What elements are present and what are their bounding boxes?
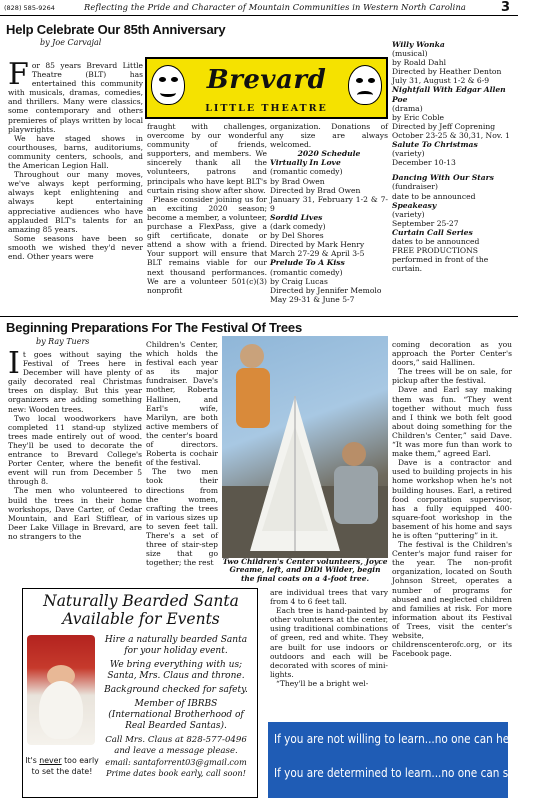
schedule-list-b [392,40,512,273]
show-title: Speakeasy [392,200,437,210]
show-detail: Directed by Brad Owen [270,185,361,195]
logo-subtitle: LITTLE THEATRE [205,103,328,114]
quote-line-2: If you are determined to learn...no one can stop you! [274,766,552,780]
show-detail: Directed by Jennifer Memolo [270,285,382,295]
show-detail: October 23-25 & 30,31, Nov. 1 [392,130,510,140]
santa-ad-line-1: Hire a naturally bearded Santa [104,635,248,645]
article1-column-3: organization. Donations of any size are always welcomed. 2020 Schedule Virtually In Love (romantic comedy) by Brad Owen Directed by Brad Owen January 31, February 1-2 & 7-9 Sordid Lives (dark comedy) by Del Shores Directed by Mark Henry March 27-29 & April 3-5 Prelude To A Kiss (romantic comedy) by Craig Lucas Directed by Jennifer Memolo May 29-31 & June 5-7 [270,122,388,304]
santa-ad-title-1: Naturally Bearded Santa [43,592,239,610]
santa-ad-line-5: Background checked for safety. [104,685,248,695]
show-detail: (variety) [392,209,425,219]
show-detail: (dark comedy) [270,222,326,232]
santa-ad [22,588,258,798]
show-detail: December 10-13 [392,158,456,168]
tree-painting-photo [222,336,388,558]
article1-title: Help Celebrate Our 85th Anniversary [6,22,226,37]
header-tagline: Reflecting the Pride and Character of Mountain Communities in Western North Carolina [84,2,466,12]
santa-photo [27,635,95,745]
santa-ad-phone: Call Mrs. Claus at 828-577-0496 [105,735,247,745]
santa-ad-email: email: santaforrent03@gmail.com [105,757,247,767]
tragedy-mask-icon [348,65,382,105]
article2-column-2: Children's Center, which holds the festival each year as its major fundraiser. Dave's mother, Roberta Hallinen, and Earl's wife, Marilyn, are both active members of the center's board of directors. Roberta is cochair of the festival. The two men took their directions from the women, crafting the trees in various sizes up to seven feet tall. There's a set of three of stair-step size that go together; the rest [146,340,218,568]
article1-column-2: fraught with challenges, overcome by our wonderful community of friends, supporters, and members. We sincerely thank all the volunteers, patrons and principals who have kept BLT's curtain rising show after show. Please consider joining us for an exciting 2020 season; become a member, a volunteer, purchase a FlexPass, give a gift certificate, donate or attend a show with a friend. Your support will ensure that BLT remains viable for our next thousand performances. We are a volunteer 501(c)(3) nonprofit [147,122,267,295]
header-phone: (828) 585-9264 [4,4,55,12]
show-detail: date to be announced [392,191,476,201]
quote-line-1: If you are not willing to learn...no one can help you. [274,732,545,746]
show-title: Nightfall With Edgar Allen Poe [392,85,506,104]
section-divider [0,316,518,317]
show-detail: Directed by Heather Denton [392,67,502,77]
article2-byline: by Ray Tuers [36,337,90,346]
page-header [0,0,518,16]
schedule-list-a [270,158,388,304]
santa-ad-note: It's never too early to set the date! [25,756,99,776]
show-detail: dates to be announced [392,236,480,246]
santa-ad-line-6: Member of IBRBS [134,699,218,709]
show-detail: FREE PRODUCTIONS [392,246,478,256]
santa-ad-line-10: and leave a message please. [114,746,238,756]
santa-ad-line-7: (International Brotherhood of [108,710,244,720]
show-detail: Directed by Mark Henry [270,240,365,250]
show-title: Virtually In Love [270,158,341,168]
article1-byline: by Joe Carvajal [40,38,102,47]
santa-ad-line-3: We bring everything with us; [109,660,243,670]
article2-title: Beginning Preparations For The Festival Of Trees [6,320,302,335]
article1-column-1: For 85 years Brevard Little Theatre (BLT) has entertained this community with musicals, dramas, comedies, and thrillers. Many were classics, some contemporary and others premieres of plays written by local playwrights. We have staged shows in courthouses, barns, auditoriums, community centers, schools, and the American Legion Hall. Throughout our many moves, we've always kept performing, always kept enlightening and always kept entertaining appreciative audiences who have applauded BLT's talents for an amazing 85 years. Some seasons have been so smooth we wished they'd never end. Other years were [8,57,143,261]
article2-column-3: are individual trees that vary from 4 to 6 feet tall. Each tree is hand-painted by other volunteers at the center, using traditional combinations of green, red and white. They are built for use indoors or outdoors and each will be decorated with scores of mini-lights. “They'll be a bright wel- [270,588,388,688]
show-detail: (romantic comedy) [270,167,343,177]
show-detail: by Del Shores [270,231,324,241]
comedy-mask-icon [151,65,185,105]
show-detail: (musical) [392,49,428,59]
show-detail: (variety) [392,149,425,159]
show-title: Sordid Lives [270,212,323,222]
schedule-heading: 2020 Schedule [297,149,361,159]
show-detail: (fundraiser) [392,182,438,192]
show-detail: Directed by Jeff Coprening [392,121,496,131]
article1-column-4 [392,40,512,273]
show-title: Dancing With Our Stars [392,173,494,183]
show-title: Curtain Call Series [392,227,473,237]
drop-cap: F [8,57,29,92]
show-title: Prelude To A Kiss [270,258,345,268]
santa-ad-title-2: Available for Events [62,610,220,628]
santa-ad-line-12: Prime dates book early, call soon! [106,768,246,778]
show-detail: (romantic comedy) [270,267,343,277]
drop-cap: I [8,346,20,381]
brevard-little-theatre-logo [145,57,388,119]
show-detail: January 31, February 1-2 & 7-9 [270,194,388,213]
show-title: Salute To Christmas [392,140,478,150]
santa-ad-line-2: for your holiday event. [124,646,228,656]
show-detail: July 31, August 1-2 & 6-9 [392,76,490,86]
page-number: 3 [500,0,510,15]
show-detail: by Roald Dahl [392,58,447,68]
show-detail: by Eric Coble [392,112,444,122]
show-title: Willy Wonka [392,40,445,49]
show-detail: September 25-27 [392,218,459,228]
photo-caption: Two Children's Center volunteers, Joyce Greame, left, and DiDi Wilder, begin the final coats on a 4-foot tree. [222,557,388,583]
show-detail: (drama) [392,103,423,113]
show-detail: by Brad Owen [270,176,325,186]
quote-ad [268,722,552,798]
article2-column-1: It goes without saying the Festival of Trees here in December will have plenty of gaily decorated real Christmas trees on display. But this year organizers are adding something new: Wooden trees. Two local woodworkers have completed 11 stand-up stylized trees made entirely out of wood. They'll be used to decorate the entrance to Brevard College's Porter Center, where the benefit event will run from December 5 through 8. The men who volunteered to build the trees in their home workshops, Dave Carter, of Cedar Mountain, and Earl Stifflear, of Deer Lake Village in Brevard, are no strangers to the [8,346,142,541]
show-detail: March 27-29 & April 3-5 [270,249,365,259]
article2-column-4: coming decoration as you approach the Porter Center's doors,” said Hallinen. The trees will be on sale, for pickup after the festival. Dave and Earl say making them was fun. “They went together without much fuss and I think we both felt good about doing something for the Children's Center,” said Dave. “It was more fun than work to make them,” agreed Earl. Dave is a contractor and used to building projects in his home workshop when he's not building houses. Earl, a retired food corporation supervisor, has a fully equipped 400-square-foot workshop in the basement of his home and says he is often “puttering” in it. The festival is the Children's Center's major fund raiser for the year. The non-profit organization, located on South Johnson Street, operates a number of programs for abused and neglected children and families at risk. For more information about its Festival of Trees, visit the center's website, childrenscenterofc.org, or its Facebook page. [392,340,512,659]
santa-ad-line-4: Santa, Mrs. Claus and throne. [107,671,245,681]
santa-ad-line-8: Real Bearded Santas). [125,721,227,731]
show-detail: by Craig Lucas [270,276,328,286]
logo-wordmark: Brevard [206,65,327,95]
show-detail: performed in front of the curtain. [392,255,489,274]
photo-illustration [222,336,388,558]
show-detail: May 29-31 & June 5-7 [270,294,355,304]
